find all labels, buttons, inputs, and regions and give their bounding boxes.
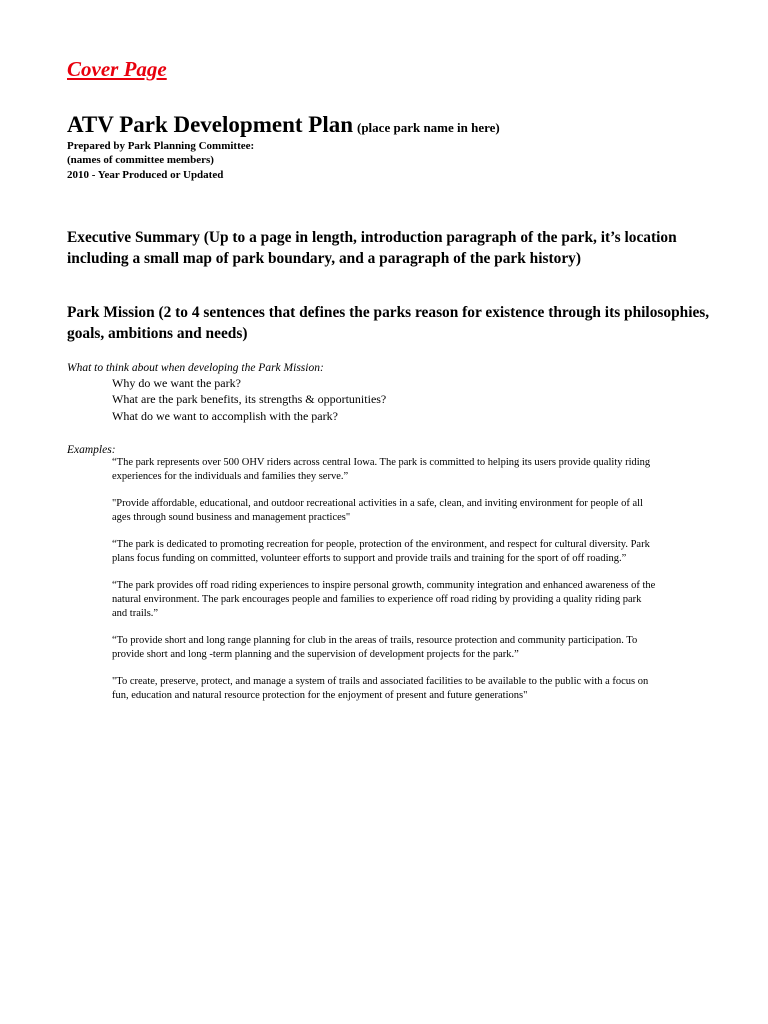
examples-label: Examples: [67, 444, 116, 456]
committee-members-line: (names of committee members) [67, 154, 214, 167]
title-main: ATV Park Development Plan [67, 112, 353, 137]
prepared-by-line: Prepared by Park Planning Committee: [67, 140, 255, 152]
park-mission-heading: Park Mission (2 to 4 sentences that defines the parks reason for existence through its philosophies, goals, ambitions and needs) [67, 304, 710, 342]
example-paragraph: "To create, preserve, protect, and manage a system of trails and associated facilities to be available to the public with a focus on fun, education and natural resource protection for the enjoyment of present and future generations" [112, 675, 649, 701]
example-paragraph: “To provide short and long range planning for club in the areas of trails, resource protection and community participation. To provide short and long -term planning and the supervision of development projects for the park.” [112, 634, 638, 661]
title-placeholder-note: (place park name in here) [357, 120, 500, 135]
year-line: 2010 - Year Produced or Updated [67, 168, 224, 181]
example-paragraph: "Provide affordable, educational, and outdoor recreational activities in a safe, clean, and inviting environment for people of all ages through sound business and management practices" [112, 497, 643, 524]
examples-list [112, 456, 657, 716]
example-paragraph: “The park is dedicated to promoting recreation for people, protection of the environment, and respect for cultural diversity. Park plans focus funding on committed, volunteer efforts to support and provide trails and training for the sport of off roading.” [112, 538, 650, 565]
prepared-by-block [67, 139, 254, 182]
think-about-label: What to think about when developing the Park Mission: [67, 362, 324, 374]
mission-questions [112, 375, 386, 424]
example-paragraph: “The park represents over 500 OHV riders across central Iowa. The park is committed to helping its users provide quality riding experiences for the individuals and families they serve.” [112, 457, 651, 483]
document-title [67, 111, 500, 142]
question-item: What are the park benefits, its strengths & opportunities? [112, 392, 387, 407]
question-item: Why do we want the park? [112, 376, 241, 390]
question-item: What do we want to accomplish with the park? [112, 408, 338, 423]
example-paragraph: “The park provides off road riding experiences to inspire personal growth, community integration and enhanced awareness of the natural environment. The park encourages people and families to experience off road riding by providing a quality riding park and trails.” [112, 579, 656, 620]
cover-page-heading: Cover Page [67, 57, 167, 81]
executive-summary-heading: Executive Summary (Up to a page in length, introduction paragraph of the park, it’s location including a small map of park boundary, and a paragraph of the park history) [67, 229, 677, 267]
